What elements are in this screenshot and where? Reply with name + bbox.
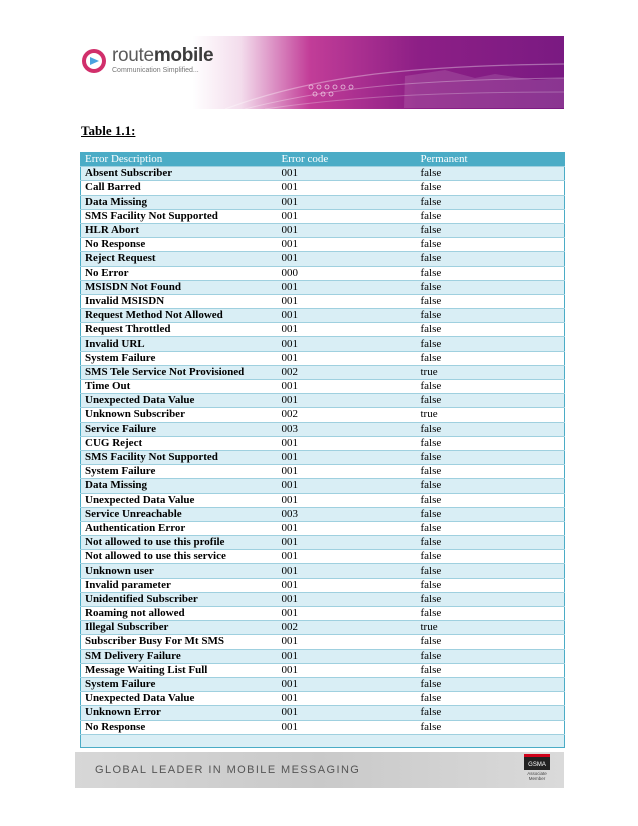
table-row — [81, 181, 565, 195]
cell-error-description: Request Method Not Allowed — [85, 309, 223, 322]
cell-error-code: 001 — [281, 323, 298, 336]
table-row — [81, 351, 565, 365]
cell-error-description: Authentication Error — [85, 521, 186, 534]
cell-error-description: SMS Facility Not Supported — [85, 451, 218, 464]
cell-error-code: 001 — [281, 224, 298, 237]
cell-error-description: Unexpected Data Value — [85, 493, 195, 506]
cell-error-description: Unexpected Data Value — [85, 394, 195, 407]
cell-error-code: 001 — [281, 720, 298, 733]
cell-permanent: false — [420, 195, 442, 208]
table-row — [81, 564, 565, 578]
cell-error-description: Service Unreachable — [85, 507, 182, 520]
cell-permanent: false — [420, 465, 442, 478]
cell-error-description: Reject Request — [85, 252, 156, 265]
brand-name-prefix: route — [112, 45, 154, 66]
table-row — [81, 450, 565, 464]
cell-error-description: No Response — [85, 720, 146, 733]
cell-error-code: 002 — [281, 408, 298, 421]
table-row — [81, 550, 565, 564]
cell-error-code: 001 — [281, 252, 298, 265]
cell-permanent: false — [420, 550, 442, 563]
cell-error-description: Not allowed to use this profile — [85, 536, 225, 549]
table-row — [81, 677, 565, 691]
table-row — [81, 252, 565, 266]
cell-error-code: 001 — [281, 564, 298, 577]
cell-permanent: false — [420, 238, 442, 251]
cell-permanent: false — [420, 294, 442, 307]
cell-error-description: MSISDN Not Found — [85, 280, 181, 293]
cell-error-code: 001 — [281, 706, 298, 719]
table-row — [81, 521, 565, 535]
cell-error-code: 001 — [281, 167, 298, 180]
cell-error-code: 001 — [281, 181, 298, 194]
routemobile-logo-icon — [81, 48, 107, 74]
cell-error-code: 003 — [281, 422, 298, 435]
table-row — [81, 663, 565, 677]
cell-permanent: false — [420, 337, 442, 350]
cell-error-code: 001 — [281, 649, 298, 662]
cell-error-description: System Failure — [85, 351, 156, 364]
cell-error-code: 001 — [281, 479, 298, 492]
gsma-badge — [524, 754, 550, 786]
cell-error-description: Invalid URL — [85, 337, 145, 350]
table-row — [81, 436, 565, 450]
cell-permanent: false — [420, 720, 442, 733]
cell-permanent: false — [420, 252, 442, 265]
table-row — [81, 223, 565, 237]
cell-permanent: false — [420, 451, 442, 464]
cell-error-code: 001 — [281, 309, 298, 322]
cell-error-code: 001 — [281, 238, 298, 251]
table-row — [81, 266, 565, 280]
cell-error-description: Roaming not allowed — [85, 607, 185, 620]
spacer-cell — [417, 734, 565, 747]
table-row — [81, 507, 565, 521]
cell-error-code: 001 — [281, 209, 298, 222]
cell-permanent: false — [420, 521, 442, 534]
cell-permanent: false — [420, 167, 442, 180]
cell-permanent: true — [420, 365, 438, 378]
cell-error-description: Unknown user — [85, 564, 154, 577]
footer-banner — [75, 752, 564, 788]
cell-error-code: 001 — [281, 692, 298, 705]
cell-permanent: false — [420, 663, 442, 676]
table-row — [81, 380, 565, 394]
cell-error-description: SMS Tele Service Not Provisioned — [85, 365, 245, 378]
cell-permanent: false — [420, 351, 442, 364]
table-row — [81, 692, 565, 706]
cell-error-description: Illegal Subscriber — [85, 621, 169, 634]
cell-permanent: false — [420, 394, 442, 407]
header-banner — [75, 36, 564, 109]
gsma-label-line1: Associate — [527, 771, 547, 776]
error-code-table — [80, 152, 565, 748]
cell-error-code: 001 — [281, 337, 298, 350]
cell-error-description: Unexpected Data Value — [85, 692, 195, 705]
cell-error-description: Invalid MSISDN — [85, 294, 165, 307]
brand-tagline: Communication Simplified... — [112, 67, 199, 74]
table-row — [81, 706, 565, 720]
cell-permanent: false — [420, 649, 442, 662]
table-row — [81, 195, 565, 209]
column-header-error-description: Error Description — [85, 153, 163, 166]
cell-permanent: false — [420, 181, 442, 194]
cell-error-description: Subscriber Busy For Mt SMS — [85, 635, 224, 648]
cell-error-code: 001 — [281, 663, 298, 676]
cell-error-code: 001 — [281, 436, 298, 449]
cell-error-description: Message Waiting List Full — [85, 663, 208, 676]
cell-error-description: Unknown Error — [85, 706, 161, 719]
column-header-permanent: Permanent — [420, 153, 468, 166]
cell-permanent: false — [420, 422, 442, 435]
table-row — [81, 422, 565, 436]
cell-error-description: Data Missing — [85, 479, 148, 492]
cell-error-code: 001 — [281, 678, 298, 691]
cell-error-description: Data Missing — [85, 195, 148, 208]
cell-error-code: 001 — [281, 351, 298, 364]
cell-error-code: 001 — [281, 536, 298, 549]
footer-tagline: GLOBAL LEADER IN MOBILE MESSAGING — [95, 764, 361, 776]
brand-name — [112, 46, 213, 66]
table-spacer-row — [81, 734, 565, 747]
table-row — [81, 720, 565, 734]
table-header-row — [81, 153, 565, 167]
table-row — [81, 365, 565, 379]
table-row — [81, 536, 565, 550]
table-row — [81, 209, 565, 223]
table-row — [81, 621, 565, 635]
cell-error-description: No Response — [85, 238, 146, 251]
cell-error-code: 002 — [281, 621, 298, 634]
cell-permanent: false — [420, 507, 442, 520]
cell-error-code: 001 — [281, 635, 298, 648]
cell-error-code: 001 — [281, 195, 298, 208]
spacer-cell — [81, 734, 278, 747]
cell-permanent: false — [420, 536, 442, 549]
spacer-cell — [278, 734, 417, 747]
cell-error-code: 001 — [281, 465, 298, 478]
cell-error-code: 001 — [281, 451, 298, 464]
cell-permanent: false — [420, 479, 442, 492]
cell-error-code: 001 — [281, 294, 298, 307]
cell-error-description: Service Failure — [85, 422, 156, 435]
cell-error-description: Not allowed to use this service — [85, 550, 226, 563]
table-row — [81, 167, 565, 181]
gsma-logo-icon: GSMA — [524, 754, 550, 770]
cell-permanent: false — [420, 578, 442, 591]
table-row — [81, 649, 565, 663]
cell-error-description: Time Out — [85, 380, 131, 393]
cell-error-description: Absent Subscriber — [85, 167, 173, 180]
gsma-label-line2: Member — [528, 776, 546, 781]
cell-permanent: false — [420, 209, 442, 222]
cell-error-code: 001 — [281, 493, 298, 506]
cell-error-code: 001 — [281, 578, 298, 591]
cell-error-description: Unidentified Subscriber — [85, 592, 198, 605]
table-row — [81, 465, 565, 479]
cell-permanent: false — [420, 380, 442, 393]
table-row — [81, 493, 565, 507]
cell-error-description: Call Barred — [85, 181, 141, 194]
table-row — [81, 592, 565, 606]
cell-permanent: false — [420, 280, 442, 293]
cell-permanent: false — [420, 224, 442, 237]
cell-error-description: System Failure — [85, 465, 156, 478]
table-row — [81, 394, 565, 408]
cell-permanent: false — [420, 436, 442, 449]
cell-error-description: CUG Reject — [85, 436, 143, 449]
cell-permanent: true — [420, 408, 438, 421]
table-body — [81, 167, 565, 748]
cell-error-description: SM Delivery Failure — [85, 649, 181, 662]
cell-error-description: SMS Facility Not Supported — [85, 209, 218, 222]
cell-permanent: false — [420, 678, 442, 691]
table-row — [81, 294, 565, 308]
column-header-error-code: Error code — [281, 153, 329, 166]
cell-error-code: 001 — [281, 394, 298, 407]
brand-name-suffix: mobile — [153, 45, 214, 66]
cell-error-code: 001 — [281, 592, 298, 605]
table-row — [81, 323, 565, 337]
cell-error-code: 000 — [281, 266, 298, 279]
cell-error-description: Invalid parameter — [85, 578, 171, 591]
cell-permanent: true — [420, 621, 438, 634]
cell-permanent: false — [420, 706, 442, 719]
table-row — [81, 309, 565, 323]
cell-error-description: No Error — [85, 266, 129, 279]
cell-error-code: 001 — [281, 550, 298, 563]
cell-permanent: false — [420, 323, 442, 336]
cell-permanent: false — [420, 692, 442, 705]
cell-permanent: false — [420, 564, 442, 577]
cell-error-code: 001 — [281, 521, 298, 534]
table-row — [81, 280, 565, 294]
cell-error-description: Unknown Subscriber — [85, 408, 185, 421]
table-row — [81, 635, 565, 649]
table-row — [81, 479, 565, 493]
cell-permanent: false — [420, 635, 442, 648]
cell-permanent: false — [420, 266, 442, 279]
cell-permanent: false — [420, 309, 442, 322]
table-row — [81, 578, 565, 592]
cell-error-description: Request Throttled — [85, 323, 171, 336]
cell-error-code: 002 — [281, 365, 298, 378]
cell-permanent: false — [420, 607, 442, 620]
table-row — [81, 408, 565, 422]
cell-error-description: System Failure — [85, 678, 156, 691]
brand — [112, 46, 213, 75]
cell-permanent: false — [420, 592, 442, 605]
table-row — [81, 337, 565, 351]
table-row — [81, 607, 565, 621]
cell-error-description: HLR Abort — [85, 224, 140, 237]
table-title: Table 1.1: — [81, 123, 136, 138]
cell-error-code: 001 — [281, 280, 298, 293]
table-row — [81, 238, 565, 252]
cell-error-code: 001 — [281, 607, 298, 620]
gsma-label — [524, 771, 550, 781]
cell-error-code: 001 — [281, 380, 298, 393]
cell-permanent: false — [420, 493, 442, 506]
cell-error-code: 003 — [281, 507, 298, 520]
